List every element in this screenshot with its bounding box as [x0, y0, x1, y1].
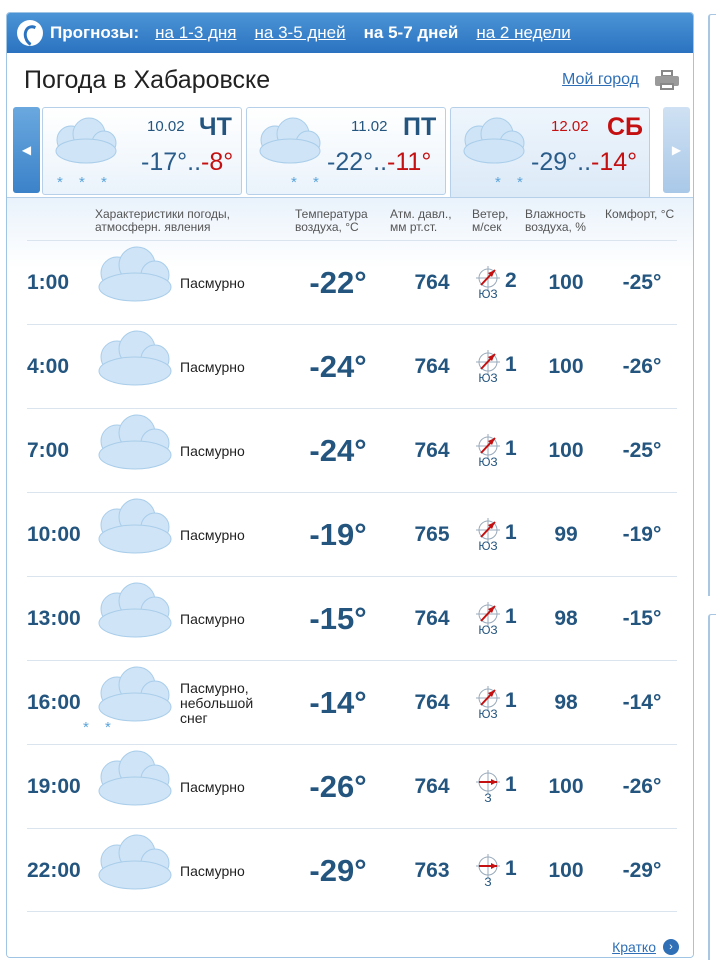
chevron-left-icon: ◀	[21, 143, 32, 157]
tab-1-3-days[interactable]: на 1-3 дня	[155, 23, 237, 42]
site-logo-icon	[17, 20, 43, 46]
cloud-icon	[93, 497, 177, 571]
col-characteristics: Характеристики погоды, атмосферн. явления	[95, 207, 230, 234]
row-wind	[475, 769, 535, 809]
row-pressure: 764	[414, 691, 450, 714]
right-panel-edge-lower	[708, 614, 716, 960]
row-description: Пасмурно	[180, 274, 245, 291]
row-time: 16:00	[27, 691, 81, 714]
wind-speed: 1	[505, 689, 517, 712]
table-row	[27, 828, 677, 912]
cloud-icon	[457, 116, 529, 166]
row-temperature: -26°	[309, 769, 367, 804]
chevron-right-icon: ▶	[671, 143, 682, 157]
cloud-icon	[49, 116, 121, 166]
row-description: Пасмурно	[180, 862, 245, 879]
row-humidity: 100	[548, 439, 584, 462]
row-comfort: -25°	[622, 271, 662, 294]
wind-direction: ЮЗ	[478, 371, 498, 385]
table-row	[27, 660, 677, 744]
row-comfort: -29°	[622, 859, 662, 882]
table-row	[27, 744, 677, 828]
row-pressure: 764	[414, 775, 450, 798]
prognoses-label: Прогнозы:	[50, 23, 140, 42]
row-comfort: -15°	[622, 607, 662, 630]
wind-direction: ЮЗ	[478, 539, 498, 553]
row-pressure: 765	[414, 523, 450, 546]
col-pressure: Атм. давл., мм рт.ст.	[390, 207, 452, 234]
arrow-right-icon: ›	[663, 939, 679, 955]
row-pressure: 764	[414, 355, 450, 378]
snow-icon: * * *	[57, 174, 113, 191]
row-pressure: 763	[414, 859, 450, 882]
row-time: 13:00	[27, 607, 81, 630]
tab-3-5-days[interactable]: на 3-5 дней	[254, 23, 346, 42]
weather-widget	[6, 12, 694, 958]
row-time: 10:00	[27, 523, 81, 546]
wind-direction: ЮЗ	[478, 287, 498, 301]
tab-2-weeks[interactable]: на 2 недели	[476, 23, 571, 42]
right-panel-edge	[708, 14, 716, 596]
day-temp-range: -29°..-14°	[531, 148, 638, 176]
row-wind	[475, 517, 535, 557]
tab-5-7-days[interactable]: на 5-7 дней	[363, 23, 459, 42]
printer-icon[interactable]	[655, 70, 679, 90]
row-time: 7:00	[27, 439, 70, 462]
day-of-week: СБ	[607, 113, 644, 141]
wind-direction: ЮЗ	[478, 707, 498, 721]
row-humidity: 100	[548, 271, 584, 294]
snow-icon: * *	[83, 719, 117, 736]
row-temperature: -24°	[309, 349, 367, 384]
day-of-week: ЧТ	[199, 113, 232, 141]
day-of-week: ПТ	[403, 113, 437, 141]
row-pressure: 764	[414, 271, 450, 294]
col-humidity: Влажность воздуха, %	[525, 207, 586, 234]
day-selector	[13, 107, 687, 199]
row-comfort: -26°	[622, 775, 662, 798]
row-pressure: 764	[414, 439, 450, 462]
city-row	[7, 53, 693, 107]
wind-speed: 1	[505, 857, 517, 880]
row-comfort: -26°	[622, 355, 662, 378]
brief-link[interactable]: Кратко ›	[612, 939, 679, 955]
row-time: 1:00	[27, 271, 70, 294]
table-row	[27, 324, 677, 408]
cloud-icon	[93, 329, 177, 403]
snow-icon: * *	[495, 174, 529, 191]
row-time: 19:00	[27, 775, 81, 798]
row-humidity: 100	[548, 859, 584, 882]
row-wind	[475, 349, 535, 389]
col-temperature: Температура воздуха, °С	[295, 207, 368, 234]
row-humidity: 99	[554, 523, 578, 546]
row-comfort: -14°	[622, 691, 662, 714]
wind-speed: 1	[505, 437, 517, 460]
wind-direction: З	[484, 791, 492, 805]
cloud-icon	[93, 749, 177, 823]
table-row	[27, 408, 677, 492]
row-humidity: 100	[548, 355, 584, 378]
row-description: Пасмурно	[180, 526, 245, 543]
row-description: Пасмурно, небольшой снег	[180, 679, 254, 726]
wind-speed: 2	[505, 269, 517, 292]
day-date: 11.02	[351, 118, 388, 135]
cloud-icon	[93, 581, 177, 655]
row-wind	[475, 265, 535, 305]
day-date: 10.02	[147, 118, 185, 135]
forecast-rows	[27, 240, 677, 912]
row-wind	[475, 433, 535, 473]
wind-direction: ЮЗ	[478, 455, 498, 469]
snow-icon: * *	[291, 174, 325, 191]
row-humidity: 100	[548, 775, 584, 798]
day-temp-range: -22°..-11°	[327, 148, 432, 176]
wind-direction: ЮЗ	[478, 623, 498, 637]
cloud-icon	[253, 116, 325, 166]
row-temperature: -29°	[309, 853, 367, 888]
row-temperature: -24°	[309, 433, 367, 468]
day-date: 12.02	[551, 118, 589, 135]
table-row	[27, 240, 677, 324]
row-wind	[475, 601, 535, 641]
row-description: Пасмурно	[180, 610, 245, 627]
row-wind	[475, 685, 535, 725]
day-card-sat[interactable]	[450, 107, 650, 199]
my-city-link[interactable]: Мой город	[562, 71, 639, 88]
row-time: 22:00	[27, 859, 81, 882]
row-temperature: -15°	[309, 601, 367, 636]
wind-speed: 1	[505, 605, 517, 628]
row-pressure: 764	[414, 607, 450, 630]
table-header	[7, 208, 693, 238]
col-wind: Ветер, м/сек	[472, 207, 509, 234]
table-row	[27, 492, 677, 576]
table-row	[27, 576, 677, 660]
cloud-icon	[93, 833, 177, 907]
wind-speed: 1	[505, 521, 517, 544]
row-comfort: -19°	[622, 523, 662, 546]
row-temperature: -19°	[309, 517, 367, 552]
cloud-icon	[93, 413, 177, 487]
wind-speed: 1	[505, 353, 517, 376]
col-comfort: Комфорт, °С	[605, 207, 675, 221]
wind-speed: 1	[505, 773, 517, 796]
row-description: Пасмурно	[180, 778, 245, 795]
cloud-icon	[93, 245, 177, 319]
row-humidity: 98	[554, 607, 578, 630]
prev-day-button[interactable]	[13, 107, 40, 193]
row-description: Пасмурно	[180, 442, 245, 459]
row-description: Пасмурно	[180, 358, 245, 375]
forecast-table	[7, 197, 693, 958]
row-temperature: -22°	[309, 265, 367, 300]
row-temperature: -14°	[309, 685, 367, 720]
wind-direction: З	[484, 875, 492, 889]
forecast-tabs-bar	[7, 13, 693, 53]
row-time: 4:00	[27, 355, 70, 378]
day-card-thu[interactable]	[42, 107, 242, 195]
row-wind	[475, 853, 535, 893]
next-day-button[interactable]	[663, 107, 690, 193]
day-card-fri[interactable]	[246, 107, 446, 195]
row-humidity: 98	[554, 691, 578, 714]
row-comfort: -25°	[622, 439, 662, 462]
day-temp-range: -17°..-8°	[141, 148, 234, 176]
page-title: Погода в Хабаровске	[24, 65, 271, 94]
